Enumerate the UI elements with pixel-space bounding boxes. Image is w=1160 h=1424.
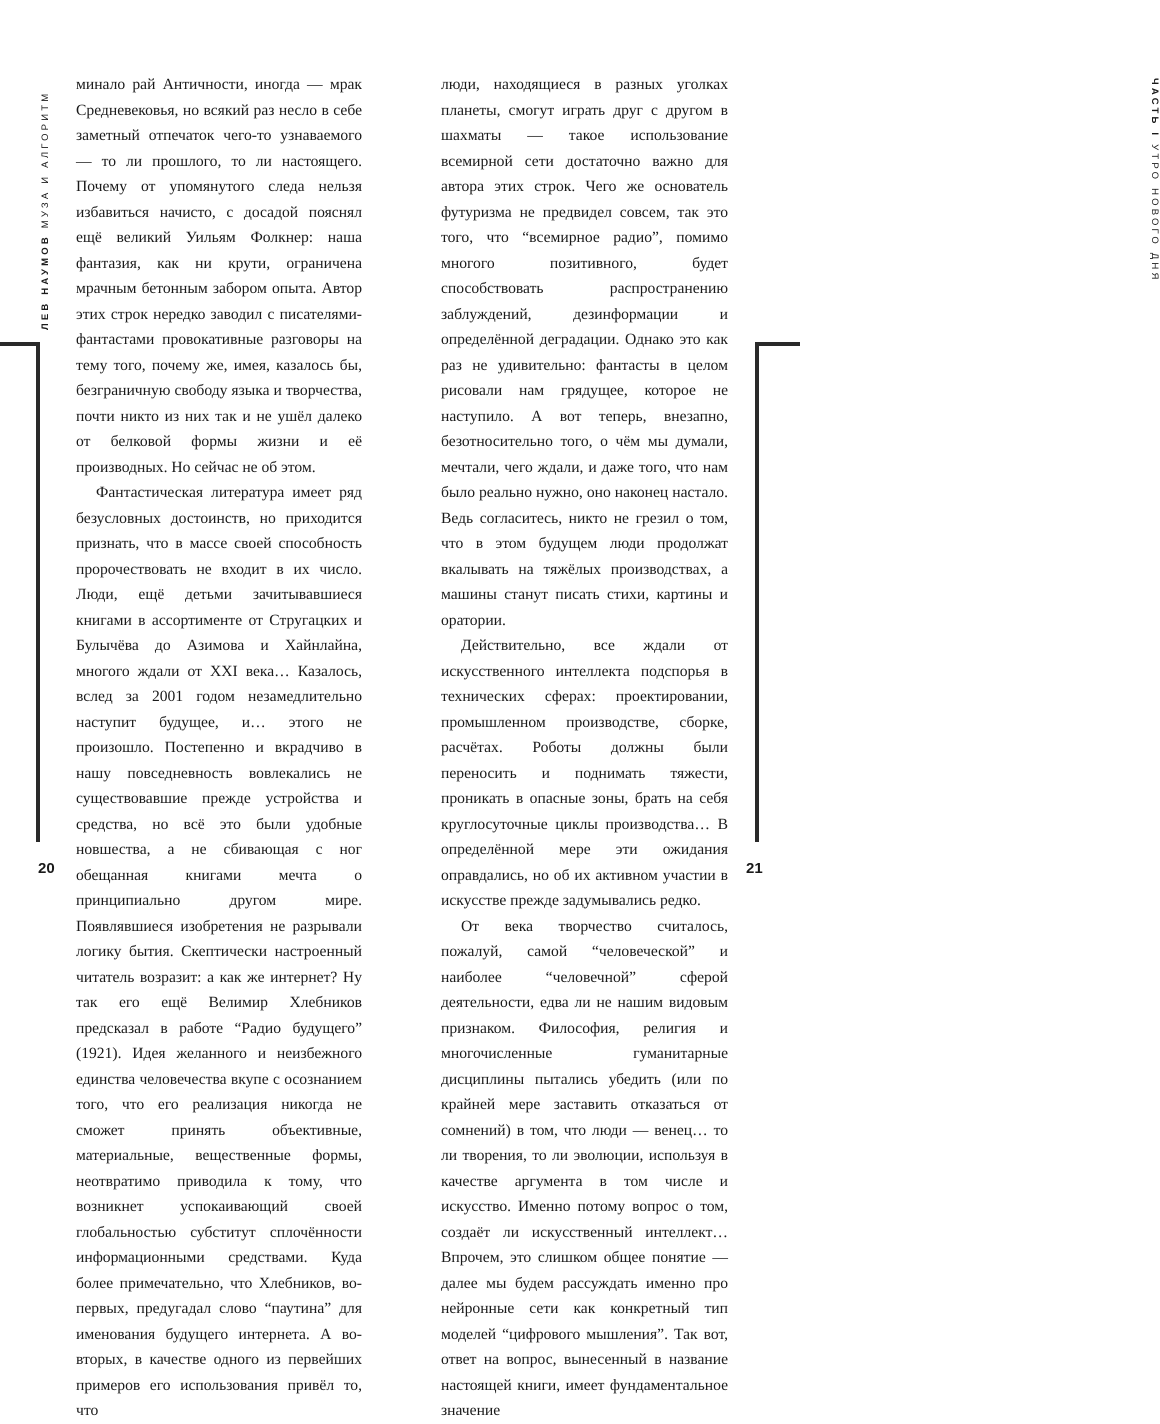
- left-margin-rule: [36, 342, 40, 842]
- left-edge-bar: [0, 342, 36, 346]
- right-text-column: [441, 72, 728, 1424]
- running-head-part: ЧАСТЬ I: [1149, 78, 1160, 139]
- left-paragraph-1: минало рай Античности, иногда — мрак Средневековья, но всякий раз несло в себе заметный отпечаток чего-то узнаваемого — то ли прошлого, то ли настоящего. Почему от упомянутого следа нельзя избавиться начисто, с досадой пояснял ещё великий Уильям Фолкнер: наша фантазия, как ни крути, ограничена мрачным бетонным забором опыта. Автор этих строк нередко заводил с писателями-фантастами провокативные разговоры на тему того, почему же, имея, казалось бы, безграничную свободу языка и творчества, почти никто из них так и не ушёл далеко от белковой формы жизни и её производных. Но сейчас не об этом.: [76, 76, 362, 476]
- right-edge-bar: [759, 342, 800, 346]
- running-head-book: МУЗА И АЛГОРИТМ: [40, 90, 51, 229]
- right-paragraph-3: От века творчество считалось, пожалуй, самой “человеческой” и наиболее “человечной” сферой деятельности, едва ли не нашим видовым признаком. Философия, религия и многочисленные гуманитарные дисциплины пытались убедить (или по крайней мере заставить отказаться от сомнений) в том, что люди — венец… то ли творения, то ли эволюции, используя в качестве аргумента в том числе и искусство. Именно потому вопрос о том, создаёт ли искусственный интеллект… Впрочем, это слишком общее понятие — далее мы будем рассуждать именно про нейронные сети как конкретный тип моделей “цифрового мышления”. Так вот, ответ на вопрос, вынесенный в название настоящей книги, имеет фундаментальное значение: [441, 917, 728, 1419]
- running-head-title: УТРО НОВОГО ДНЯ: [1149, 144, 1160, 283]
- left-text-column: [76, 72, 362, 1424]
- right-paragraph-1: люди, находящиеся в разных уголках планеты, смогут играть друг с другом в шахматы — такое использование всемирной сети достаточно важно для автора этих строк. Чего же основатель футуризма не предвидел совсем, так это того, что “всемирное радио”, помимо многого позитивного, будет способствовать распространению заблуждений, дезинформации и определённой деградации. Однако это как раз не удивительно: фантасты в целом рисовали нам грядущее, которое не наступило. А вот теперь, внезапно, безотносительно того, о чём мы думали, мечтали, чего ждали, и даже того, что нам было реально нужно, оно наконец настало. Ведь согласитесь, никто не грезил о том, что в этом будущем люди продолжат вкалывать на тяжёлых производствах, а машины станут писать стихи, картины и оратории.: [441, 76, 728, 629]
- right-running-head: [1149, 78, 1160, 283]
- left-paragraph-2: Фантастическая литература имеет ряд безусловных достоинств, но приходится признать, что в массе своей способность пророчествовать не входит в их число. Люди, ещё детьми зачитывавшиеся книгами в ассортименте от Стругацких и Булычёва до Азимова и Хайнлайна, многого ждали от XXI века… Казалось, вслед за 2001 годом незамедлительно наступит будущее, и… этого не произошло. Постепенно и вкрадчиво в нашу повседневность вовлекались не существовавшие прежде устройства и средства, но всё это были удобные новшества, а не сбивающая с ног обещанная книгами мечта о принципиально другом мире. Появлявшиеся изобретения не разрывали логику бытия. Скептически настроенный читатель возразит: а как же интернет? Ну так его ещё Велимир Хлебников предсказал в работе “Радио будущего” (1921). Идея желанного и неизбежного единства человечества вкупе с осознанием того, что его реализация никогда не сможет принять объективные, материальные, вещественные формы, неотвратимо приводила к тому, что возникнет успокаивающий своей глобальностью субститут сплочённости информационными средствами. Куда более примечательно, что Хлебников, во-первых, предугадал слово “паутина” для именования будущего интернета. А во-вторых, в качестве одного из первейших примеров его использования привёл то, что: [76, 484, 362, 1419]
- left-page: [0, 0, 400, 1419]
- left-page-number: 20: [38, 860, 55, 877]
- running-head-author: ЛЕВ НАУМОВ: [40, 234, 51, 330]
- right-margin-rule: [755, 342, 759, 842]
- left-running-head: [40, 91, 51, 330]
- right-page-number: 21: [746, 860, 763, 877]
- right-paragraph-2: Действительно, все ждали от искусственного интеллекта подспорья в технических сферах: проектировании, промышленном производстве, сборке, расчётах. Роботы должны были переносить и поднимать тяжести, проникать в опасные зоны, брать на себя круглосуточные циклы производства… В определённой мере эти ожидания оправдались, но об их активном участии в искусстве прежде задумывались редко.: [441, 637, 728, 909]
